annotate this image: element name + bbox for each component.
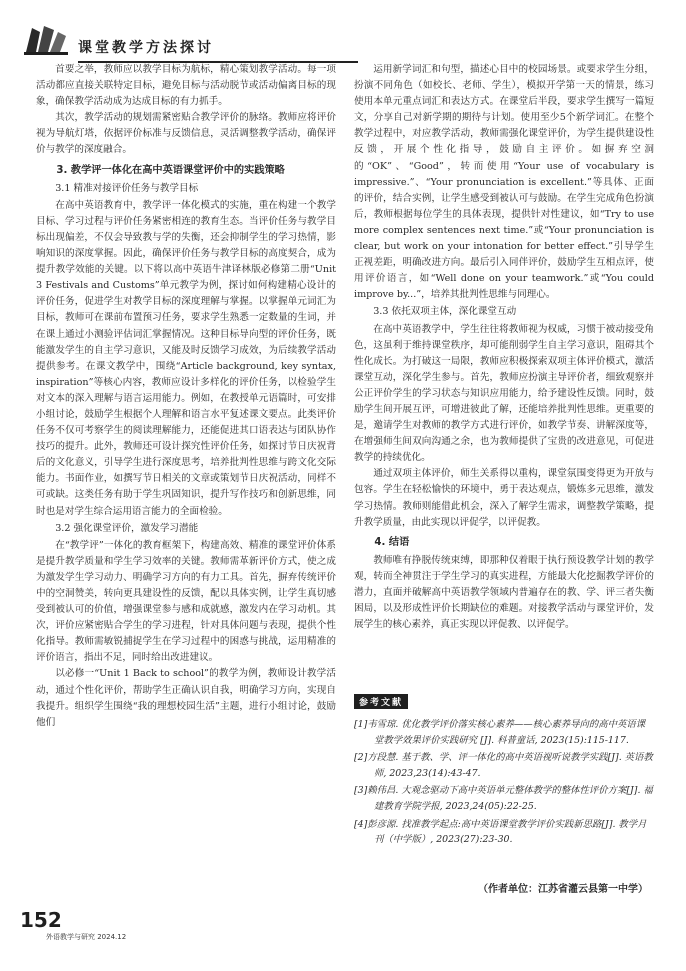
reference-item: [1]韦雪琼. 优化教学评价落实核心素养——核心素养导向的高中英语课堂教学效果评价实践研究 [J]. 科普童话, 2023(15):115-117.	[354, 719, 646, 746]
paragraph: 在高中英语教学中，学生往往将教师视为权威，习惯于被动接受角色，这虽利于维持课堂秩序，却可能削弱学生自主学习意识，阻碍其个性化成长。为打破这一局限，教师应积极探索双项主体评价模式，激活课堂互动，深化学生参与。首先，教师应扮演主导评价者，细致观察并公正评价学生的学习状态与知识应用能力，给予建设性反馈。同时，鼓励学生间开展互评，可增进彼此了解，还能培养批判性思维。更重要的是，邀请学生对教师的教学方式进行评价，如教学节奏、讲解深度等，在增强师生间双向沟通之余，也为教师提供了宝贵的改进意见，可促进教学的持续优化。	[354, 323, 654, 464]
left-column	[36, 62, 336, 731]
paragraph: 其次，教学活动的规划需紧密贴合教学评价的脉络。教师应将评价视为导航灯塔，依据评价标准与反馈信息，灵活调整教学活动，确保评价与教学的深度融合。	[36, 112, 336, 156]
references-section	[354, 690, 654, 850]
subsection-heading: 3.1 精准对接评价任务与教学目标	[55, 182, 199, 194]
paragraph: 在高中英语教育中，教学评一体化模式的实施，重在构建一个教学目标、学习过程与评价任务紧密相连的教育生态。当评价任务与教学目标出现偏差，不仅会导致教与学的失衡，还会抑制学生的学习热情，影响知识的深度掌握。因此，确保评价任务与教学目标的高度契合，成为提升教学效能的关键。以下将以高中英语牛津译林版必修第二册“Unit 3 Festivals and Customs”单元教学为例，探讨如何构建精心设计的评价任务，促进学生对教学目标的深度理解与掌握。以掌握单元词汇为目标，教师可在课前布置预习任务，要求学生熟悉一定数量的生词，并在课上通过小测验评估词汇掌握情况。这种目标导向型的评价任务，既能激发学生的自主学习意识，又能及时反馈学习成效，为后续教学活动提供参考。在课文教学中，围绕“Article background, key syntax, inspiration”等核心内容，教师应设计多样化的评价任务，以检验学生对文本的深入理解与语言运用能力。例如，在教授单元语篇时，可安排小组讨论，鼓励学生根据个人理解和语言水平复述课文要点。此类评价任务不仅可考察学生的阅读理解能力，还能促进其口语表达与团队协作技巧的提升。此外，教师还可设计探究性评价任务，如探讨节日庆祝背后的文化意义，引导学生进行深度思考，培养批判性思维与跨文化交际能力。书面作业，如撰写节日相关的文章或策划节日庆祝活动，同样不可或缺。这类任务有助于学生巩固知识，提升写作技巧和创新思维，同时也是对学生综合运用语言能力的全面检验。	[36, 199, 336, 517]
paragraph: 在“教学评”一体化的教育框架下，构建高效、精准的课堂评价体系是提升教学质量和学生学习效率的关键。教师需革新评价方式，使之成为激发学生学习动力、明确学习方向的有力工具。首先，摒弃传统评价中的空洞赞美，转向更具建设性的反馈，配以具体实例，让学生真切感受到被认可的价值，增强课堂参与感和成就感，激发内在学习动机。其次，评价应紧密贴合学生的学习进程，针对具体问题与表现，提供个性化指导。教师需敏锐捕捉学生在学习过程中的困惑与挑战，运用精准的评价语言，指出不足，同时给出改进建议。	[36, 539, 336, 664]
paragraph: 运用新学词汇和句型，描述心目中的校园场景。或要求学生分组，扮演不同角色（如校长、老师、学生），模拟开学第一天的情景，练习使用本单元重点词汇和表达方式。在课堂后半段，要求学生撰写一篇短文，分享自己对新学期的期待与计划。使用至少5个新学词汇。在整个教学过程中，对应教学活动，教师需强化课堂评价，为学生提供建设性反馈，开展个性化指导，鼓励自主评价。如摒弃空洞的“OK”、“Good”，转而使用“Your use of vocabulary is impressive.”、“Your pronunciation is excellent.”等具体、正面的评价，结合实例，让学生感受到被认可与鼓励。在学生完成角色扮演后，教师根据每位学生的具体表现，提供针对性建议，如“Try to use more complex sentences next time.”或“Your pronunciation is clear, but work on your intonation for better effect.”引导学生正视差距，明确改进方向。最后引入同伴评价，鼓励学生互相点评，使用评价语言，如“Well done on your teamwork.”或“You could improve by...”，培养其批判性思维与同理心。	[354, 64, 654, 301]
paragraph: 教师唯有挣脱传统束缚，即那种仅着眼于执行预设教学计划的教学观，转而全神贯注于学生学习的真实进程，方能最大化挖掘教学评价的潜力，直面并破解高中英语教学领域内普遍存在的教、学、评三者失衡困局，以及形成性评价长期缺位的难题。对接教学活动与课堂评价，发展学生的核心素养，真正实现以评促教、以评促学。	[354, 554, 654, 631]
section-heading: 4. 结语	[374, 536, 410, 548]
reference-item: [4]彭彦源. 找准教学起点:高中英语课堂教学评价实践新思路[J]. 教学月刊（中学版）, 2023(27):23-30.	[354, 818, 647, 846]
page-header	[22, 22, 352, 58]
paragraph: 首要之举，教师应以教学目标为航标，精心策划教学活动。每一项活动都应直接关联特定目标，避免目标与活动脱节或活动偏离目标的现象，确保教学活动成为达成目标的有力抓手。	[36, 64, 336, 108]
author-affiliation: （作者单位：江苏省灌云县第一中学）	[478, 884, 648, 895]
section-heading: 3. 教学评一体化在高中英语课堂评价中的实践策略	[56, 164, 285, 176]
page-number: 152	[20, 908, 62, 932]
paragraph: 以必修一“Unit 1 Back to school”的教学为例，教师设计教学活动，通过个性化评价，帮助学生正确认识自我，明确学习方向，实现自我提升。组织学生围绕“我的理想校园生活”主题，进行小组讨论，鼓励他们	[36, 668, 336, 728]
journal-logo-icon	[22, 22, 70, 58]
subsection-heading: 3.3 依托双项主体，深化课堂互动	[373, 306, 517, 318]
journal-name: 外语教学与研究 2024.12	[46, 933, 127, 941]
right-column	[354, 62, 654, 633]
paragraph: 通过双项主体评价，师生关系得以重构，课堂氛围变得更为开放与包容。学生在轻松愉快的环境中，勇于表达观点，锻炼多元思维，激发学习热情。教师则能借此机会，深入了解学生需求，调整教学策略，提升教学质量，由此实现以评促学，以评促教。	[354, 468, 654, 528]
page-footer	[20, 908, 220, 948]
subsection-heading: 3.2 强化课堂评价，激发学习潜能	[55, 522, 199, 534]
reference-item: [2]方段慧. 基于教、学、评一体化的高中英语视听说教学实践[J]. 英语教师, 2023,23(14):43-47.	[354, 752, 653, 779]
reference-item: [3]赖伟昌. 大观念驱动下高中英语单元整体教学的整体性评价方案[J]. 福建教育学院学报, 2023,24(05):22-25.	[354, 785, 653, 812]
column-title: 课堂教学方法探讨	[78, 40, 214, 56]
references-list	[354, 717, 654, 848]
references-title: 参考文献	[354, 694, 408, 709]
